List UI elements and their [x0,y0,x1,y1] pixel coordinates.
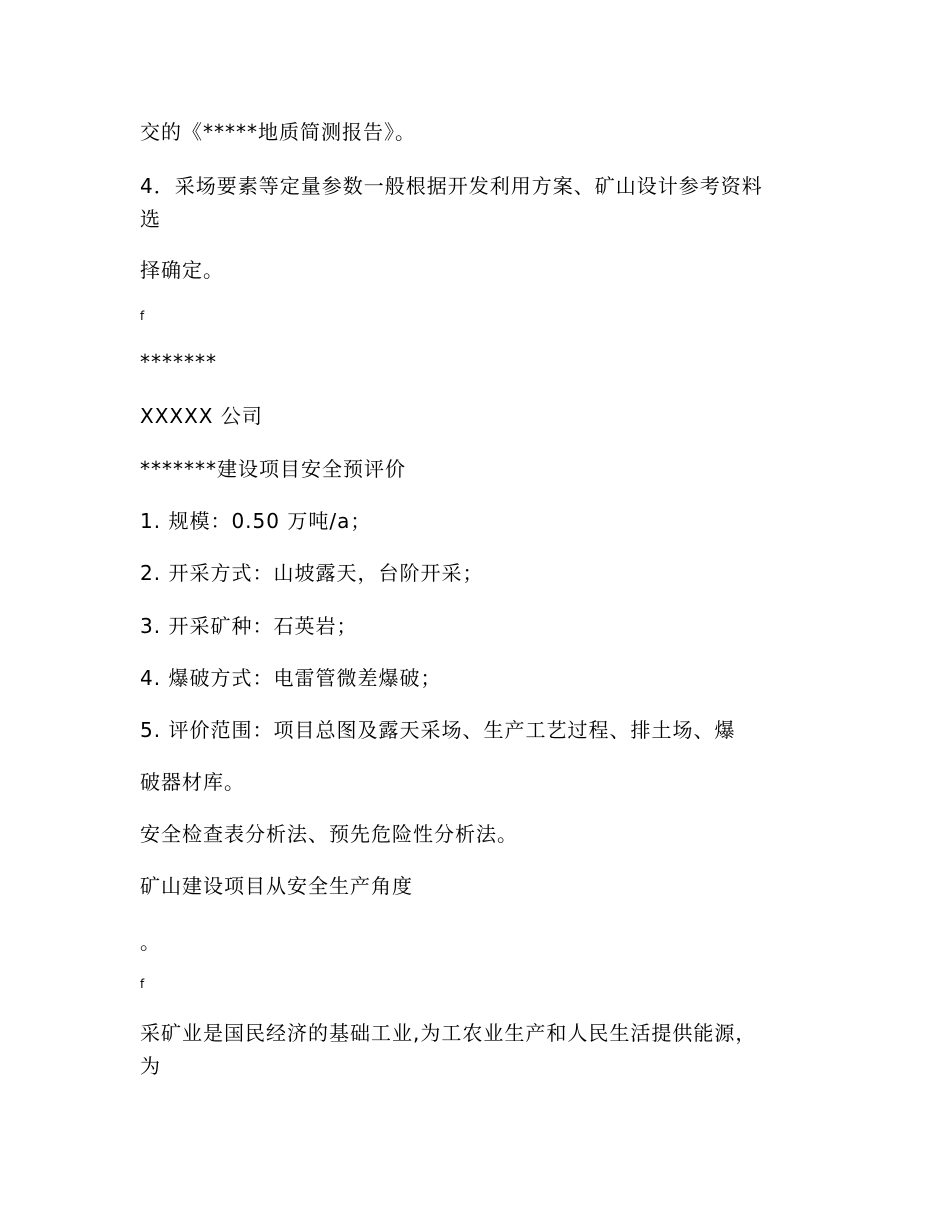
text-line: 选 [140,207,161,231]
text-line: *******建设项目安全预评价 [140,457,406,481]
text-line: ******* [140,350,217,374]
text-line: 矿山建设项目从安全生产角度 [140,874,413,898]
text-line: 交的《*****地质简测报告》。 [140,120,416,144]
text-line: 1. 规模：0.50 万吨/a； [140,509,372,533]
text-line: 4. 爆破方式：电雷管微差爆破； [140,666,442,690]
text-line: 2. 开采方式：山坡露天，台阶开采； [140,561,484,585]
text-line: 安全检查表分析法、预先危险性分析法。 [140,822,518,846]
text-line: 为 [140,1054,161,1078]
text-line: 择确定。 [140,258,224,282]
text-line: f [140,309,145,323]
text-line: 3. 开采矿种：石英岩； [140,614,358,638]
text-line: 破器材库。 [140,770,245,794]
text-line: 采矿业是国民经济的基础工业,为工农业生产和人民生活提供能源， [140,1021,757,1045]
text-line: 。 [140,930,161,954]
text-line: 5. 评价范围：项目总图及露天采场、生产工艺过程、排土场、爆 [140,718,736,742]
text-line: 4．采场要素等定量参数一般根据开发利用方案、矿山设计参考资料 [140,174,763,198]
text-line: XXXXX 公司 [140,404,263,428]
text-line: f [140,977,145,991]
